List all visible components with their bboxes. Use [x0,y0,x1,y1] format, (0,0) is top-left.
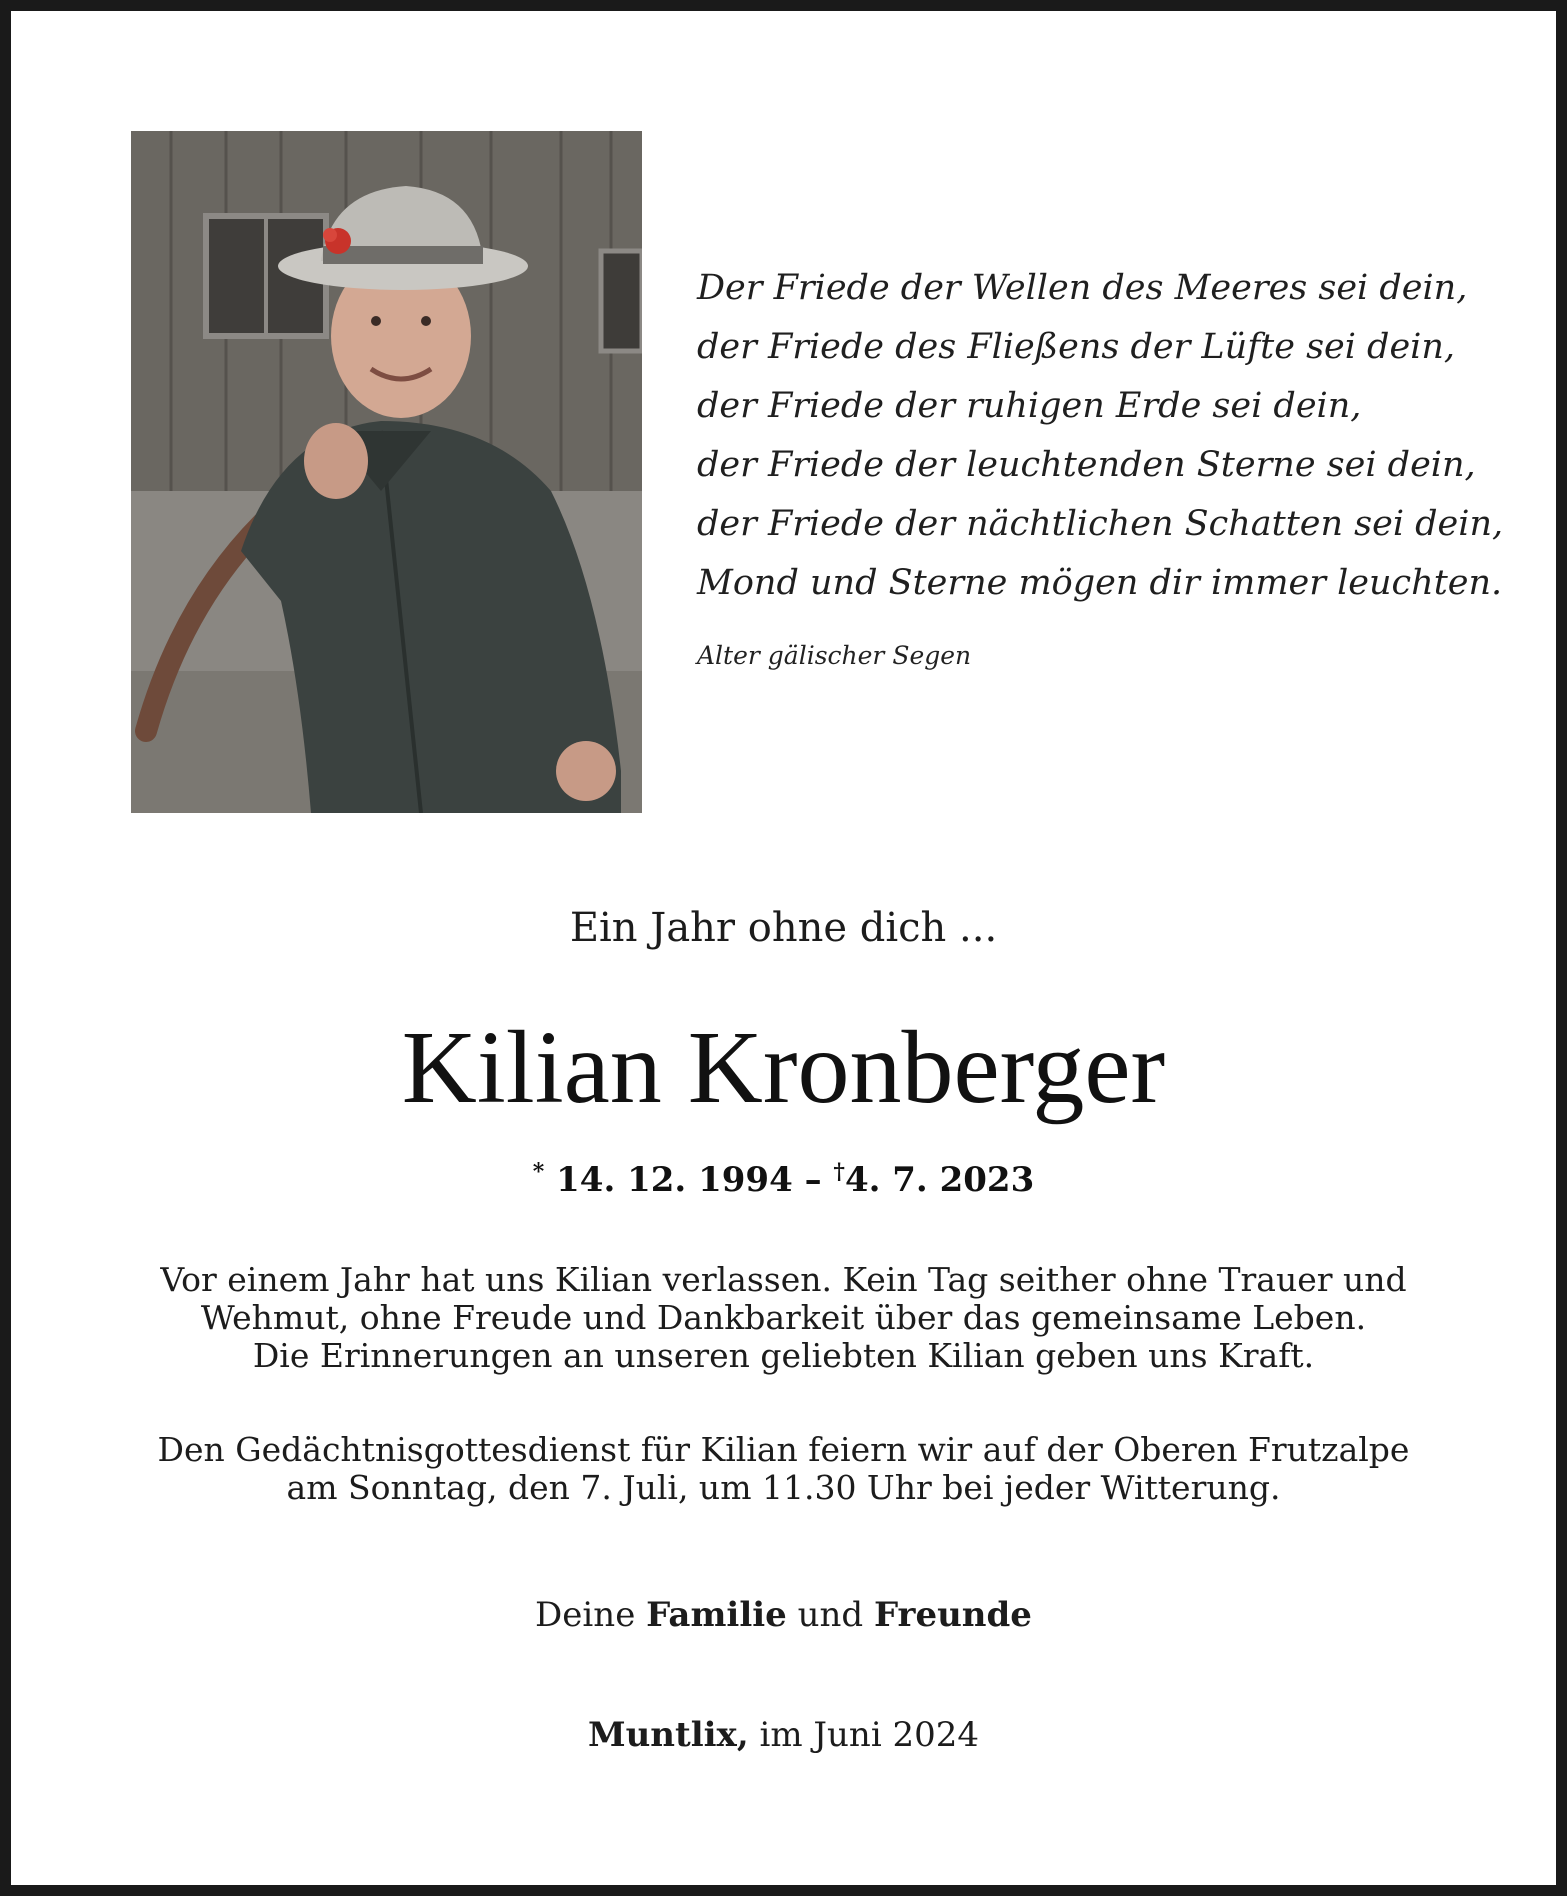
place-and-date [11,1715,1556,1755]
place-town: Muntlix, [587,1715,749,1755]
remembrance-paragraph [71,1261,1496,1375]
birth-date: 14. 12. 1994 [556,1160,793,1200]
signature [11,1595,1556,1635]
paragraph-line: Den Gedächtnisgottesdienst für Kilian feiern wir auf der Oberen Frutzalpe [157,1430,1410,1469]
paragraph-line: Vor einem Jahr hat uns Kilian verlassen. Kein Tag seither ohne Trauer und [160,1260,1407,1299]
intro-text: Ein Jahr ohne dich ... [569,905,998,951]
death-symbol: † [833,1159,845,1185]
birth-symbol: * [532,1159,545,1185]
place-date: im Juni 2024 [759,1715,980,1755]
verse-line: der Friede der leuchtenden Sterne sei dein, [697,445,1476,485]
verse-line: Mond und Sterne mögen dir immer leuchten. [697,563,1503,603]
deceased-name: Kilian Kronberger [401,1010,1166,1125]
death-date: 4. 7. 2023 [844,1160,1035,1200]
paragraph-line: am Sonntag, den 7. Juli, um 11.30 Uhr bei jeder Witterung. [286,1468,1281,1507]
portrait-illustration [131,131,642,813]
verse-line: Der Friede der Wellen des Meeres sei dein, [697,268,1468,308]
blessing-verse [697,259,1504,613]
life-dates [11,1159,1556,1200]
verse-line: der Friede der nächtlichen Schatten sei dein, [697,504,1504,544]
verse-line: der Friede der ruhigen Erde sei dein, [697,386,1362,426]
verse-source: Alter gälischer Segen [697,641,972,670]
signature-prefix: Deine [535,1595,636,1635]
signature-family: Familie [646,1595,787,1635]
paragraph-line: Wehmut, ohne Freude und Dankbarkeit über das gemeinsame Leben. [200,1298,1367,1337]
memorial-service-paragraph [71,1431,1496,1507]
signature-conjunction: und [797,1595,864,1635]
verse-line: der Friede des Fließens der Lüfte sei dein, [697,327,1456,367]
date-separator: – [804,1160,822,1200]
paragraph-line: Die Erinnerungen an unseren geliebten Kilian geben uns Kraft. [252,1336,1315,1375]
signature-friends: Freunde [874,1595,1032,1635]
portrait-photo [131,131,642,813]
